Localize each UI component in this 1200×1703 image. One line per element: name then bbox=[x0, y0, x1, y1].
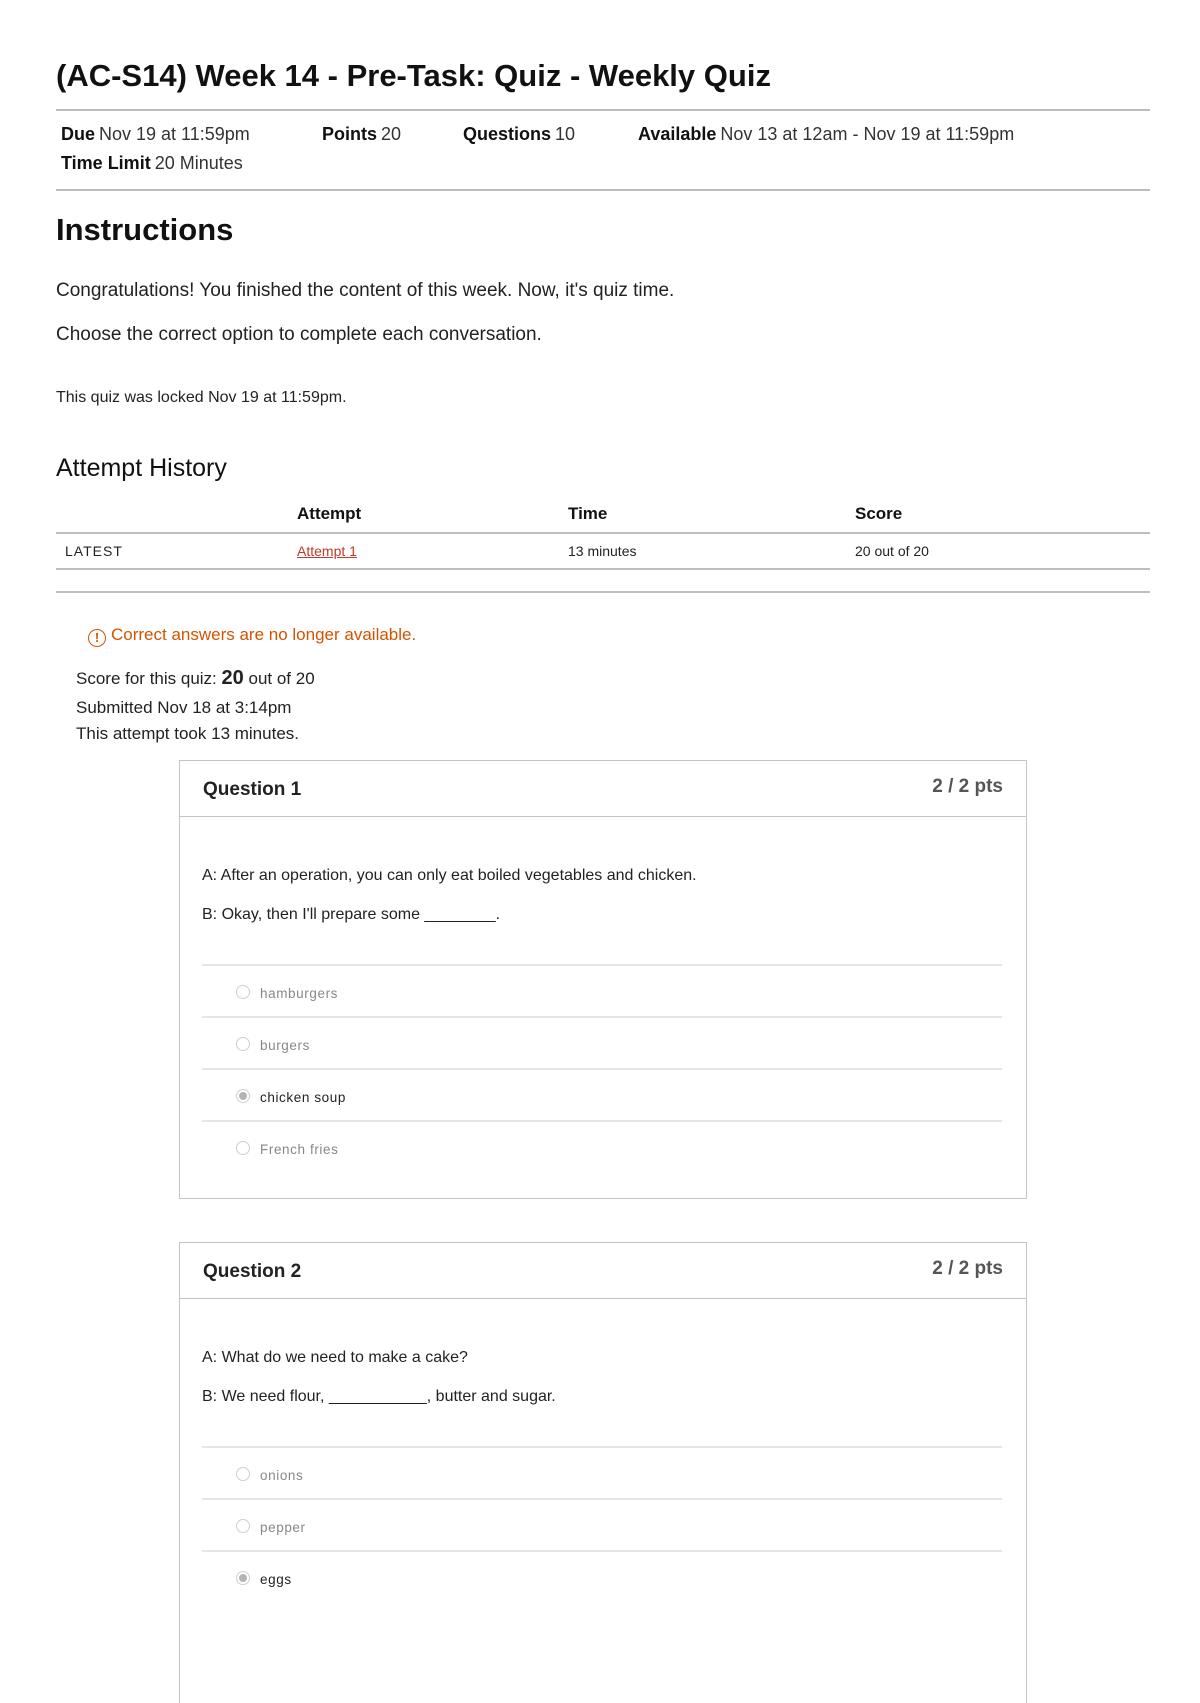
question-line-a: A: After an operation, you can only eat boiled vegetables and chicken. bbox=[202, 867, 697, 884]
meta-due-label: Due bbox=[61, 124, 96, 144]
attempt-1-link[interactable]: Attempt 1 bbox=[297, 543, 357, 559]
meta-time-limit-value: 20 Minutes bbox=[154, 153, 243, 173]
quiz-score bbox=[76, 667, 315, 690]
warning-icon: ! bbox=[88, 629, 106, 647]
col-score-header: Score bbox=[855, 504, 903, 523]
question-card-2 bbox=[179, 1242, 1027, 1703]
meta-points-value: 20 bbox=[381, 124, 402, 144]
answer-option-label: onions bbox=[260, 1468, 304, 1483]
row-time: 13 minutes bbox=[568, 543, 637, 559]
answer-option[interactable] bbox=[202, 964, 1002, 1018]
question-header bbox=[180, 761, 1026, 817]
question-points: 2 / 2 pts bbox=[932, 1258, 1003, 1279]
question-card-1 bbox=[179, 760, 1027, 1199]
attempt-duration: This attempt took 13 minutes. bbox=[76, 724, 299, 743]
radio-button-selected[interactable] bbox=[236, 1571, 250, 1585]
title-divider bbox=[56, 109, 1150, 111]
answer-option-label: burgers bbox=[260, 1038, 310, 1053]
instructions-line-1: Congratulations! You finished the content of this week. Now, it's quiz time. bbox=[56, 280, 675, 301]
question-points: 2 / 2 pts bbox=[932, 776, 1003, 797]
table-header-divider bbox=[56, 532, 1150, 534]
answer-option[interactable] bbox=[202, 1120, 1002, 1174]
col-attempt-header: Attempt bbox=[297, 504, 362, 523]
answer-option-label: French fries bbox=[260, 1142, 339, 1157]
page-title: (AC-S14) Week 14 - Pre-Task: Quiz - Weekly Quiz bbox=[56, 58, 771, 93]
instructions-line-2: Choose the correct option to complete each conversation. bbox=[56, 324, 542, 345]
answer-option-label: hamburgers bbox=[260, 986, 339, 1001]
answer-option[interactable] bbox=[202, 1446, 1002, 1500]
radio-button-selected[interactable] bbox=[236, 1089, 250, 1103]
answer-option[interactable] bbox=[202, 1016, 1002, 1070]
meta-due-value: Nov 19 at 11:59pm bbox=[99, 124, 250, 144]
radio-button[interactable] bbox=[236, 1519, 250, 1533]
question-line-b: B: We need flour, ___________, butter and sugar. bbox=[202, 1388, 556, 1405]
meta-time-limit-label: Time Limit bbox=[61, 153, 151, 173]
score-prefix: Score for this quiz: bbox=[76, 669, 217, 688]
meta-divider bbox=[56, 189, 1150, 191]
meta-available-value: Nov 13 at 12am - Nov 19 at 11:59pm bbox=[720, 124, 1015, 144]
answers-unavailable-warning bbox=[88, 625, 416, 647]
radio-button[interactable] bbox=[236, 1467, 250, 1481]
score-suffix: out of 20 bbox=[248, 669, 315, 688]
meta-questions-label: Questions bbox=[463, 124, 552, 144]
row-tag-latest: LATEST bbox=[65, 543, 123, 559]
meta-time-limit bbox=[61, 153, 243, 174]
table-bottom-divider bbox=[56, 568, 1150, 570]
submitted-time: Submitted Nov 18 at 3:14pm bbox=[76, 698, 292, 717]
answer-option-label: chicken soup bbox=[260, 1090, 346, 1105]
question-title: Question 2 bbox=[203, 1261, 302, 1282]
meta-due bbox=[61, 124, 250, 145]
answer-option[interactable] bbox=[202, 1498, 1002, 1552]
answer-option-label: eggs bbox=[260, 1572, 292, 1587]
answer-option-label: pepper bbox=[260, 1520, 306, 1535]
question-header bbox=[180, 1243, 1026, 1299]
question-line-b: B: Okay, then I'll prepare some ________. bbox=[202, 906, 501, 923]
section-divider bbox=[56, 591, 1150, 593]
attempt-history-heading: Attempt History bbox=[56, 454, 227, 482]
question-line-a: A: What do we need to make a cake? bbox=[202, 1349, 468, 1366]
meta-points-label: Points bbox=[322, 124, 378, 144]
meta-points bbox=[322, 124, 401, 145]
question-title: Question 1 bbox=[203, 779, 302, 800]
answer-option-selected[interactable] bbox=[202, 1068, 1002, 1122]
radio-button[interactable] bbox=[236, 1037, 250, 1051]
radio-button[interactable] bbox=[236, 985, 250, 999]
meta-questions-value: 10 bbox=[555, 124, 576, 144]
locked-note: This quiz was locked Nov 19 at 11:59pm. bbox=[56, 389, 347, 406]
warning-text: Correct answers are no longer available. bbox=[111, 625, 417, 644]
row-score: 20 out of 20 bbox=[855, 543, 929, 559]
answer-option-selected[interactable] bbox=[202, 1550, 1002, 1604]
radio-button[interactable] bbox=[236, 1141, 250, 1155]
meta-available bbox=[638, 124, 1014, 145]
meta-available-label: Available bbox=[638, 124, 717, 144]
instructions-heading: Instructions bbox=[56, 212, 234, 247]
attempt-1-link-cell bbox=[297, 543, 357, 559]
col-time-header: Time bbox=[568, 504, 608, 523]
meta-questions bbox=[463, 124, 575, 145]
score-value: 20 bbox=[221, 667, 244, 689]
